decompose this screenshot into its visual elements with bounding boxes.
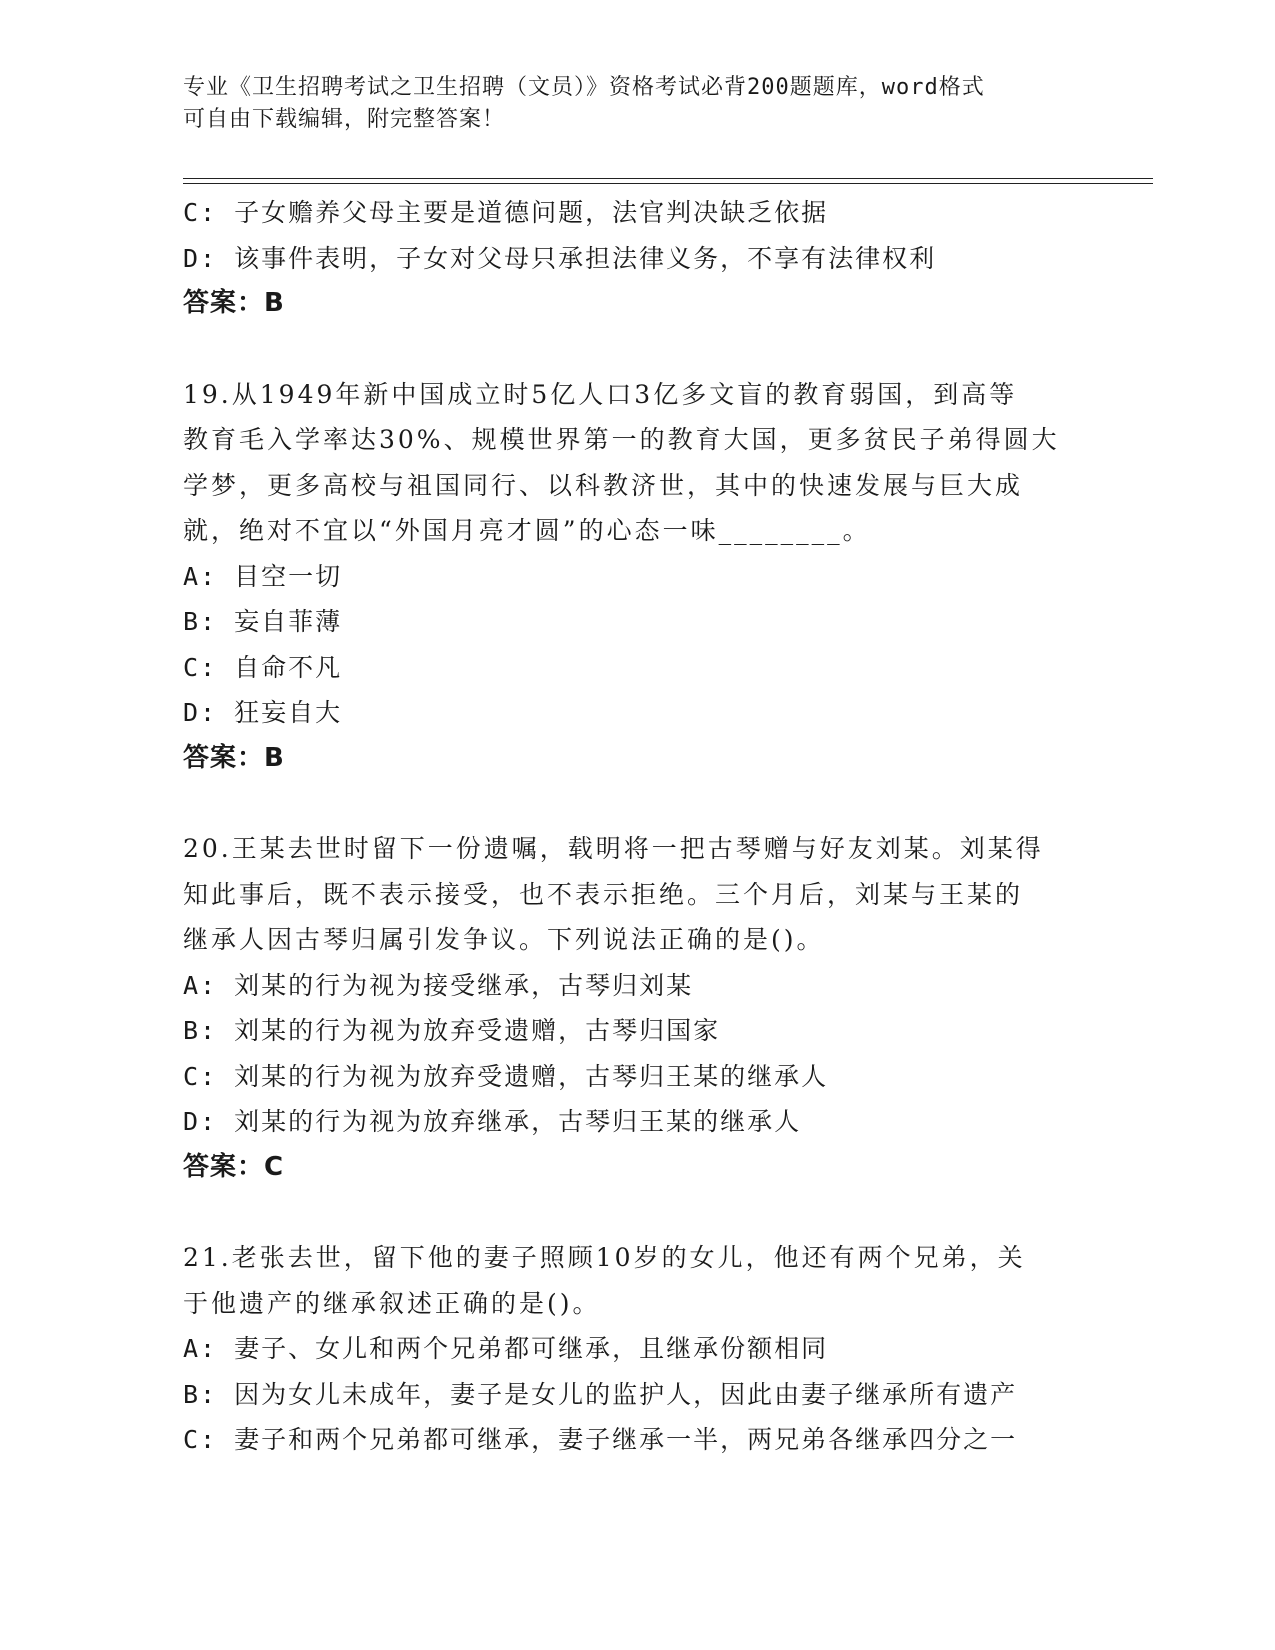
document-header: [183, 72, 1063, 136]
header-line-1: 专业《卫生招聘考试之卫生招聘（文员）》资格考试必背200题题库，word格式: [183, 75, 985, 100]
question-stem-line: 继承人因古琴归属引发争议。下列说法正确的是()。: [183, 925, 825, 954]
header-divider-top: [183, 178, 1153, 179]
option-d: D: 该事件表明，子女对父母只承担法律义务，不享有法律权利: [183, 243, 937, 273]
question-stem-line: 知此事后，既不表示接受，也不表示拒绝。三个月后，刘某与王某的: [183, 879, 1024, 909]
answer: 答案：C: [183, 1151, 285, 1182]
option-a: A: 目空一切: [183, 561, 343, 591]
question-stem-line: 学梦，更多高校与祖国同行、以科教济世，其中的快速发展与巨大成: [183, 470, 1024, 500]
document-body: [183, 190, 1083, 1463]
question-20: [183, 826, 1083, 1190]
question-stem-line: 21.老张去世，留下他的妻子照顾10岁的女儿，他还有两个兄弟，关: [183, 1243, 1026, 1272]
option-a: A: 刘某的行为视为接受继承，古琴归刘某: [183, 970, 694, 1000]
answer: 答案：B: [183, 288, 285, 318]
option-c: C: 妻子和两个兄弟都可继承，妻子继承一半，两兄弟各继承四分之一: [183, 1425, 1018, 1454]
option-c: C: 自命不凡: [183, 652, 343, 682]
prev-question-tail: [183, 190, 1083, 327]
option-c: C: 子女赡养父母主要是道德问题，法官判决缺乏依据: [183, 198, 829, 227]
option-b: B: 妄自菲薄: [183, 607, 343, 636]
option-b: B: 刘某的行为视为放弃受遗赠，古琴归国家: [183, 1016, 721, 1045]
question-stem-line: 教育毛入学率达30%、规模世界第一的教育大国，更多贫民子弟得圆大: [183, 425, 1060, 454]
question-19: [183, 372, 1083, 782]
option-b: B: 因为女儿未成年，妻子是女儿的监护人，因此由妻子继承所有遗产: [183, 1379, 1018, 1409]
header-divider-bottom: [183, 183, 1153, 184]
question-21: [183, 1235, 1083, 1463]
question-stem-line: 19.从1949年新中国成立时5亿人口3亿多文盲的教育弱国，到高等: [183, 379, 1018, 409]
option-c: C: 刘某的行为视为放弃受遗赠，古琴归王某的继承人: [183, 1061, 829, 1091]
option-d: D: 狂妄自大: [183, 698, 343, 727]
header-line-2: 可自由下载编辑，附完整答案！: [183, 107, 506, 132]
question-stem-line: 于他遗产的继承叙述正确的是()。: [183, 1288, 601, 1318]
question-stem-line: 就，绝对不宜以“外国月亮才圆”的心态一味________。: [183, 516, 871, 545]
option-a: A: 妻子、女儿和两个兄弟都可继承，且继承份额相同: [183, 1334, 829, 1363]
question-stem-line: 20.王某去世时留下一份遗嘱，载明将一把古琴赠与好友刘某。刘某得: [183, 834, 1044, 863]
option-d: D: 刘某的行为视为放弃继承，古琴归王某的继承人: [183, 1107, 802, 1136]
answer: 答案：B: [183, 742, 285, 773]
